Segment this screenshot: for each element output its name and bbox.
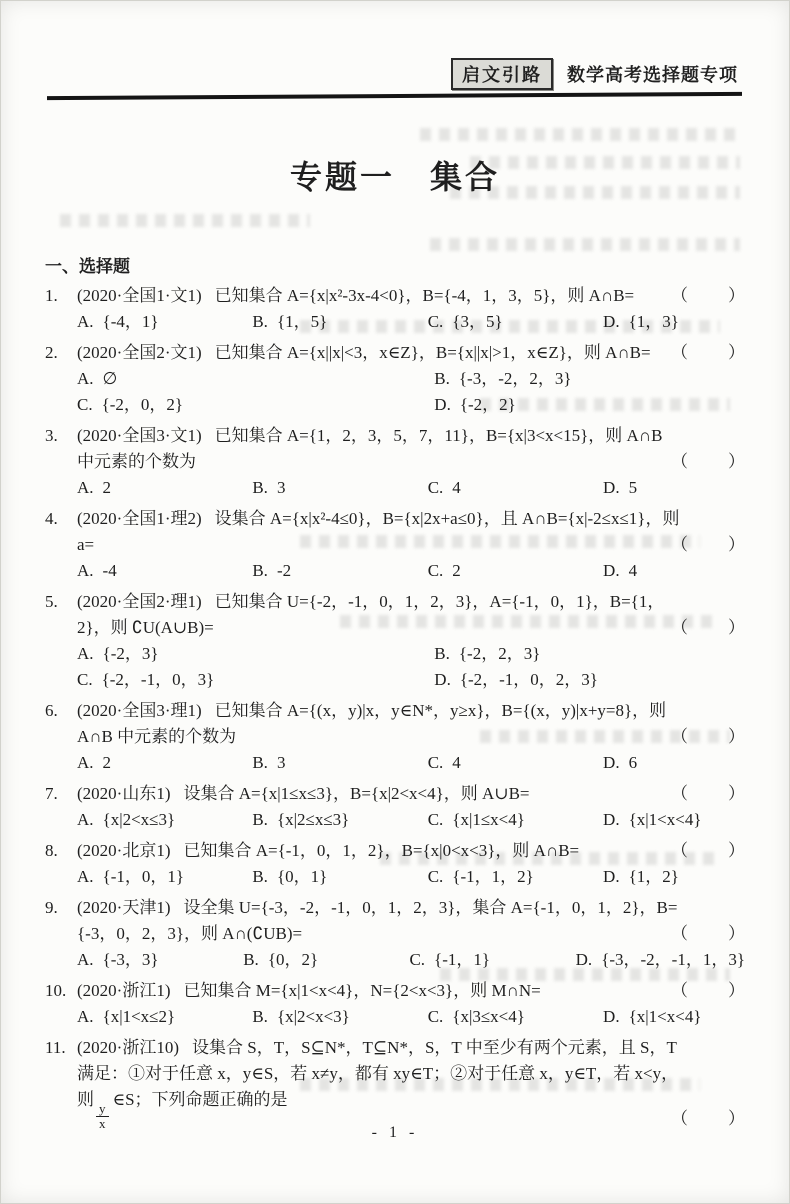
- question-11-text: 设集合 S，T，S⊆N*，T⊆N*，S，T 中至少有两个元素，且 S，T 满足：①对于任意 x，y∈S，若 x≠y，都有 xy∈T；②对于任意 x，y∈T，若 x<y，则: [77, 1038, 679, 1109]
- option-label: A.: [77, 369, 94, 388]
- question-9-option-a: [77, 947, 243, 973]
- question-9-text: 设全集 U={-3，-2，-1，0，1，2，3}，集合 A={-1，0，1，2}，B={-3，0，2，3}，则 A∩(∁UB)=: [77, 898, 678, 943]
- question-9-stem: [77, 895, 745, 947]
- question-7-number: 7.: [45, 784, 58, 803]
- option-text: {-2，3}: [102, 644, 159, 663]
- option-text: {-1，1，2}: [452, 867, 534, 886]
- question-10: [45, 978, 745, 1030]
- question-8-options: [77, 864, 745, 890]
- question-10-option-c: [428, 1004, 603, 1030]
- question-3-answer-blank: （ ）: [671, 452, 747, 471]
- question-8-option-a: [77, 864, 252, 890]
- option-label: B.: [252, 1007, 268, 1026]
- option-text: ∅: [102, 369, 118, 388]
- question-4-option-b: [252, 558, 427, 584]
- question-7-stem: [77, 781, 745, 807]
- question-3-option-b: [252, 475, 427, 501]
- question-8-stem: [77, 838, 745, 864]
- option-text: {x|3≤x<4}: [452, 1007, 525, 1026]
- option-label: C.: [427, 478, 444, 497]
- question-3-option-d: [603, 475, 745, 501]
- question-8-number: 8.: [45, 841, 58, 860]
- option-label: B.: [252, 867, 268, 886]
- option-label: D.: [434, 670, 451, 689]
- option-text: {x|1≤x<4}: [452, 810, 525, 829]
- option-label: C.: [427, 753, 444, 772]
- option-text: {1，2}: [628, 867, 679, 886]
- question-1-number: 1.: [45, 286, 58, 305]
- question-9-source: (2020·天津1): [77, 898, 171, 917]
- question-10-option-b: [252, 1004, 427, 1030]
- question-4-option-c: [428, 558, 603, 584]
- question-1: [45, 283, 745, 335]
- question-7-source: (2020·山东1): [77, 784, 171, 803]
- question-6-option-c: [428, 750, 603, 776]
- page-header: [451, 58, 738, 90]
- option-label: A.: [77, 644, 94, 663]
- chapter-title: 专题一 集合: [289, 159, 500, 195]
- question-8-text: 已知集合 A={-1，0，1，2}，B={x|0<x<3}，则 A∩B=: [183, 841, 580, 860]
- question-5-option-a: [77, 641, 434, 667]
- question-10-text: 已知集合 M={x|1<x<4}，N={2<x<3}，则 M∩N=: [183, 981, 541, 1000]
- question-11-source: (2020·浙江10): [77, 1038, 179, 1057]
- question-3-number: 3.: [45, 426, 58, 445]
- option-label: C.: [427, 810, 444, 829]
- option-text: 2: [452, 561, 461, 580]
- question-6-option-b: [252, 750, 427, 776]
- option-label: C.: [77, 670, 93, 689]
- option-text: {0，1}: [276, 867, 328, 886]
- question-1-option-d: [603, 309, 745, 335]
- option-label: B.: [252, 753, 268, 772]
- question-2-option-a: [77, 366, 434, 392]
- brand-badge: 启文引路: [451, 58, 553, 90]
- option-text: {-2，-1，0，2，3}: [459, 670, 598, 689]
- option-text: {1，5}: [276, 312, 328, 331]
- option-label: C.: [427, 312, 444, 331]
- option-label: D.: [603, 312, 620, 331]
- question-4-number: 4.: [45, 509, 58, 528]
- question-2-source: (2020·全国2·文1): [77, 343, 202, 362]
- question-7-answer-blank: （ ）: [671, 784, 747, 803]
- option-text: {x|1<x<4}: [628, 1007, 702, 1026]
- option-label: A.: [77, 810, 94, 829]
- question-8-option-d: [603, 864, 745, 890]
- option-label: D.: [603, 753, 620, 772]
- option-label: C.: [427, 561, 444, 580]
- question-9: [45, 895, 745, 973]
- option-text: 3: [276, 753, 286, 772]
- question-5-text: 已知集合 U={-2，-1，0，1，2，3}，A={-1，0，1}，B={1，2}，则 ∁U(A∪B)=: [77, 592, 665, 637]
- question-7-option-b: [252, 807, 427, 833]
- question-10-stem: [77, 978, 745, 1004]
- question-5-options: [77, 641, 745, 693]
- option-text: {-4，1}: [102, 312, 159, 331]
- option-label: A.: [77, 561, 94, 580]
- question-10-answer-blank: （ ）: [671, 981, 747, 1000]
- question-5-option-c: [77, 667, 434, 693]
- option-text: 3: [276, 478, 286, 497]
- content: [45, 252, 745, 1137]
- question-9-number: 9.: [45, 898, 58, 917]
- option-label: D.: [603, 867, 620, 886]
- option-text: {x|1<x≤2}: [102, 1007, 176, 1026]
- option-text: 6: [628, 753, 638, 772]
- question-4-stem: [77, 506, 745, 558]
- option-label: D.: [603, 478, 620, 497]
- question-11-number: 11.: [45, 1038, 66, 1057]
- question-10-number: 10.: [45, 981, 67, 1000]
- option-text: {0，2}: [267, 950, 319, 969]
- question-3-text: 已知集合 A={1，2，3，5，7，11}，B={x|3<x<15}，则 A∩B 中元素的个数为: [77, 426, 663, 471]
- question-4: [45, 506, 745, 584]
- question-11-answer-blank: （ ）: [671, 1108, 747, 1128]
- option-label: B.: [252, 478, 268, 497]
- option-label: A.: [77, 753, 94, 772]
- option-text: {1，3}: [628, 312, 679, 331]
- option-text: -2: [276, 561, 292, 580]
- question-6-stem: [77, 698, 745, 750]
- fraction-numerator: y: [96, 1102, 109, 1117]
- question-7: [45, 781, 745, 833]
- question-1-option-a: [77, 309, 252, 335]
- question-5-option-d: [434, 667, 745, 693]
- question-10-source: (2020·浙江1): [77, 981, 171, 1000]
- question-9-answer-blank: （ ）: [671, 924, 747, 943]
- option-label: D.: [603, 561, 620, 580]
- option-label: B.: [252, 312, 268, 331]
- option-text: {-2，-1，0，3}: [101, 670, 215, 689]
- question-2-number: 2.: [45, 343, 58, 362]
- question-8-option-c: [428, 864, 603, 890]
- question-6-source: (2020·全国3·理1): [77, 701, 202, 720]
- option-text: {-3，-2，2，3}: [458, 369, 572, 388]
- question-5-option-b: [434, 641, 745, 667]
- question-11: [45, 1035, 745, 1132]
- question-8: [45, 838, 745, 890]
- question-2: [45, 340, 745, 418]
- question-3-source: (2020·全国3·文1): [77, 426, 202, 445]
- option-text: -4: [102, 561, 117, 580]
- question-8-option-b: [252, 864, 427, 890]
- question-2-option-b: [434, 366, 745, 392]
- option-text: {x|1<x<4}: [628, 810, 702, 829]
- question-10-option-a: [77, 1004, 252, 1030]
- option-label: D.: [603, 810, 620, 829]
- bleedthrough-artifact: [430, 238, 740, 251]
- question-5-answer-blank: （ ）: [671, 618, 747, 637]
- header-rule: [47, 92, 742, 100]
- option-text: {3，5}: [452, 312, 503, 331]
- question-7-text: 设集合 A={x|1≤x≤3}，B={x|2<x<4}，则 A∪B=: [183, 784, 530, 803]
- option-text: 2: [102, 478, 112, 497]
- question-3-option-a: [77, 475, 252, 501]
- option-text: {-2，2，3}: [458, 644, 541, 663]
- question-4-options: [77, 558, 745, 584]
- option-text: {-3，-2，-1，1，3}: [601, 950, 745, 969]
- question-5: [45, 589, 745, 693]
- option-label: C.: [427, 867, 444, 886]
- question-6-answer-blank: （ ）: [671, 727, 747, 746]
- question-6-options: [77, 750, 745, 776]
- question-4-source: (2020·全国1·理2): [77, 509, 202, 528]
- question-11-text-continued: ∈S；下列命题正确的是: [112, 1090, 288, 1109]
- option-label: C.: [427, 1007, 444, 1026]
- option-text: {x|2<x≤3}: [102, 810, 176, 829]
- page-footer: [0, 1124, 790, 1142]
- question-7-option-d: [603, 807, 745, 833]
- question-2-stem: [77, 340, 745, 366]
- option-text: 4: [628, 561, 638, 580]
- question-2-options: [77, 366, 745, 418]
- question-2-answer-blank: （ ）: [671, 343, 747, 362]
- option-label: C.: [77, 395, 93, 414]
- question-3-option-c: [428, 475, 603, 501]
- question-2-option-c: [77, 392, 434, 418]
- question-8-source: (2020·北京1): [77, 841, 171, 860]
- section-heading: 一、选择题: [45, 257, 130, 276]
- question-4-text: 设集合 A={x|x²-4≤0}，B={x|2x+a≤0}，且 A∩B={x|-2≤x≤1}，则 a=: [77, 509, 680, 554]
- option-text: {-1，0，1}: [102, 867, 185, 886]
- header-title: 数学高考选择题专项: [567, 65, 738, 85]
- question-1-options: [77, 309, 745, 335]
- question-10-options: [77, 1004, 745, 1030]
- question-3-options: [77, 475, 745, 501]
- question-3-stem: [77, 423, 745, 475]
- question-7-options: [77, 807, 745, 833]
- page-number: - 1 -: [371, 1124, 419, 1141]
- bleedthrough-artifact: [60, 214, 310, 227]
- question-1-option-c: [428, 309, 603, 335]
- option-label: A.: [77, 312, 94, 331]
- option-label: B.: [243, 950, 259, 969]
- option-text: 5: [628, 478, 638, 497]
- option-text: {-2，0，2}: [101, 395, 184, 414]
- option-label: A.: [77, 478, 94, 497]
- question-6-option-d: [603, 750, 745, 776]
- question-11-stem: [77, 1035, 745, 1132]
- fraction-denominator: x: [99, 1116, 106, 1132]
- bleedthrough-artifact: [420, 128, 740, 141]
- question-2-option-d: [434, 392, 745, 418]
- question-10-option-d: [603, 1004, 745, 1030]
- question-9-option-c: [409, 947, 575, 973]
- option-label: A.: [77, 950, 94, 969]
- option-text: 4: [452, 478, 461, 497]
- option-label: B.: [252, 561, 268, 580]
- question-9-option-b: [243, 947, 409, 973]
- option-text: 4: [452, 753, 461, 772]
- question-1-stem: [77, 283, 745, 309]
- option-label: B.: [434, 369, 450, 388]
- question-5-stem: [77, 589, 745, 641]
- question-6-number: 6.: [45, 701, 58, 720]
- question-6: [45, 698, 745, 776]
- option-text: {-2，2}: [459, 395, 516, 414]
- option-label: D.: [575, 950, 593, 969]
- question-8-answer-blank: （ ）: [671, 841, 747, 860]
- question-4-answer-blank: （ ）: [671, 535, 747, 554]
- option-label: A.: [77, 1007, 94, 1026]
- option-text: {x|2≤x≤3}: [276, 810, 350, 829]
- option-label: A.: [77, 867, 94, 886]
- question-9-options: [77, 947, 745, 973]
- option-label: D.: [434, 395, 451, 414]
- question-3: [45, 423, 745, 501]
- question-4-option-d: [603, 558, 745, 584]
- question-1-option-b: [252, 309, 427, 335]
- question-1-source: (2020·全国1·文1): [77, 286, 202, 305]
- option-label: B.: [434, 644, 450, 663]
- question-6-text: 已知集合 A={(x，y)|x，y∈N*，y≥x}，B={(x，y)|x+y=8}，则 A∩B 中元素的个数为: [77, 701, 667, 746]
- question-1-text: 已知集合 A={x|x²-3x-4<0}，B={-4，1，3，5}，则 A∩B=: [214, 286, 635, 305]
- question-9-option-d: [576, 947, 745, 973]
- option-label: C.: [409, 950, 426, 969]
- question-4-option-a: [77, 558, 252, 584]
- option-text: 2: [102, 753, 112, 772]
- question-6-option-a: [77, 750, 252, 776]
- question-7-option-c: [428, 807, 603, 833]
- question-7-option-a: [77, 807, 252, 833]
- option-label: D.: [603, 1007, 620, 1026]
- question-1-answer-blank: （ ）: [671, 286, 747, 305]
- option-text: {-3，3}: [102, 950, 159, 969]
- option-label: B.: [252, 810, 268, 829]
- question-5-number: 5.: [45, 592, 58, 611]
- option-text: {x|2<x<3}: [276, 1007, 350, 1026]
- question-5-source: (2020·全国2·理1): [77, 592, 202, 611]
- question-2-text: 已知集合 A={x||x|<3，x∈Z}，B={x||x|>1，x∈Z}，则 A∩B=: [214, 343, 651, 362]
- option-text: {-1，1}: [434, 950, 491, 969]
